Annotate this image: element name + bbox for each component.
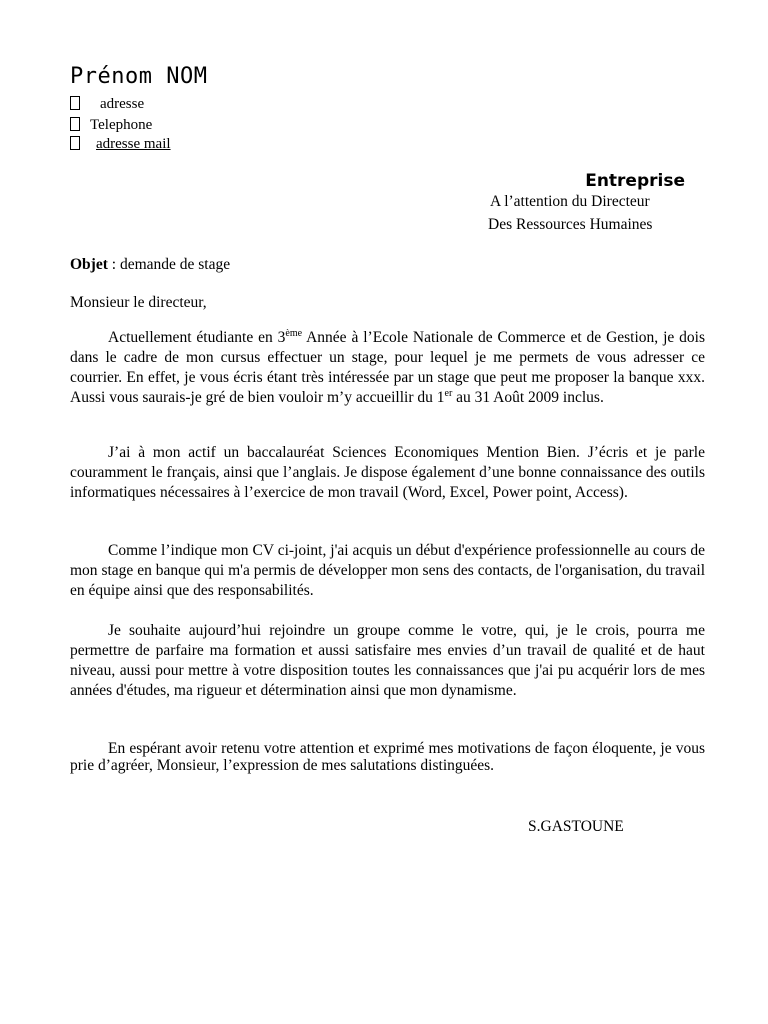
sender-address	[70, 96, 144, 113]
paragraph-education	[70, 443, 705, 503]
paragraph-experience-text: Comme l’indique mon CV ci-joint, j'ai acquis un début d'expérience professionnelle au cours de mon stage en banque qui m'a permis de développer mon sens des contacts, de l'organisation, du travail en équipe ainsi que des responsabilités.	[70, 542, 705, 599]
sender-phone	[70, 117, 152, 134]
address-icon	[70, 96, 80, 110]
salutation: Monsieur le directeur,	[70, 294, 207, 311]
paragraph-motivation	[70, 621, 705, 701]
subject-text: : demande de stage	[107, 256, 231, 273]
paragraph-intro-sup2: er	[444, 387, 453, 399]
sender-email	[70, 136, 171, 153]
subject-label: Objet	[70, 256, 108, 273]
paragraph-closing-text: En espérant avoir retenu votre attention et exprimé mes motivations de façon éloquente, je vous prie d’agréer, Monsieur, l’expression de mes salutations distinguées.	[70, 740, 705, 774]
phone-icon	[70, 117, 80, 131]
recipient-attention-line2: Des Ressources Humaines	[488, 216, 653, 233]
email-icon	[70, 136, 80, 150]
subject-line	[70, 256, 230, 274]
recipient-company: Entreprise	[585, 171, 685, 191]
sender-phone-text: Telephone	[90, 117, 153, 133]
paragraph-intro-part2: Année à l’Ecole Nationale de Commerce et de Gestion, je dois dans le cadre de mon cursus effectuer un stage, pour lequel je me permets de vous adresser ce courrier. En effet, je vous écris étant très intéressée par un stage que peut me proposer la banque xxx. Aussi vous saurais-je gré de bien vouloir m’y accueillir du 1	[70, 329, 705, 406]
paragraph-intro-sup1: ème	[285, 327, 303, 339]
paragraph-intro-part1: Actuellement étudiante en 3	[108, 329, 286, 346]
sender-name: Prénom NOM	[70, 64, 208, 89]
signature: S.GASTOUNE	[528, 818, 624, 835]
recipient-attention-line1: A l’attention du Directeur	[490, 193, 650, 210]
paragraph-closing	[70, 740, 705, 774]
paragraph-motivation-text: Je souhaite aujourd’hui rejoindre un groupe comme le votre, qui, je le crois, pourra me permettre de parfaire ma formation et aussi satisfaire mes envies d’un travail de qualité et de haut niveau, aussi pour mettre à votre disposition toutes les connaissances que j'ai pu acquérir lors de mes années d'études, ma rigueur et détermination ainsi que mon dynamisme.	[70, 622, 705, 699]
paragraph-education-text: J’ai à mon actif un baccalauréat Sciences Economiques Mention Bien. J’écris et je parle couramment le français, ainsi que l’anglais. Je dispose également d’une bonne connaissance des outils informatiques nécessaires à l’exercice de mon travail (Word, Excel, Power point, Access).	[70, 444, 705, 501]
paragraph-intro-part3: au 31 Août 2009 inclus.	[452, 389, 604, 406]
paragraph-experience	[70, 541, 705, 601]
paragraph-intro	[70, 328, 705, 408]
sender-address-text: adresse	[100, 96, 145, 112]
sender-email-text: adresse mail	[96, 136, 171, 152]
